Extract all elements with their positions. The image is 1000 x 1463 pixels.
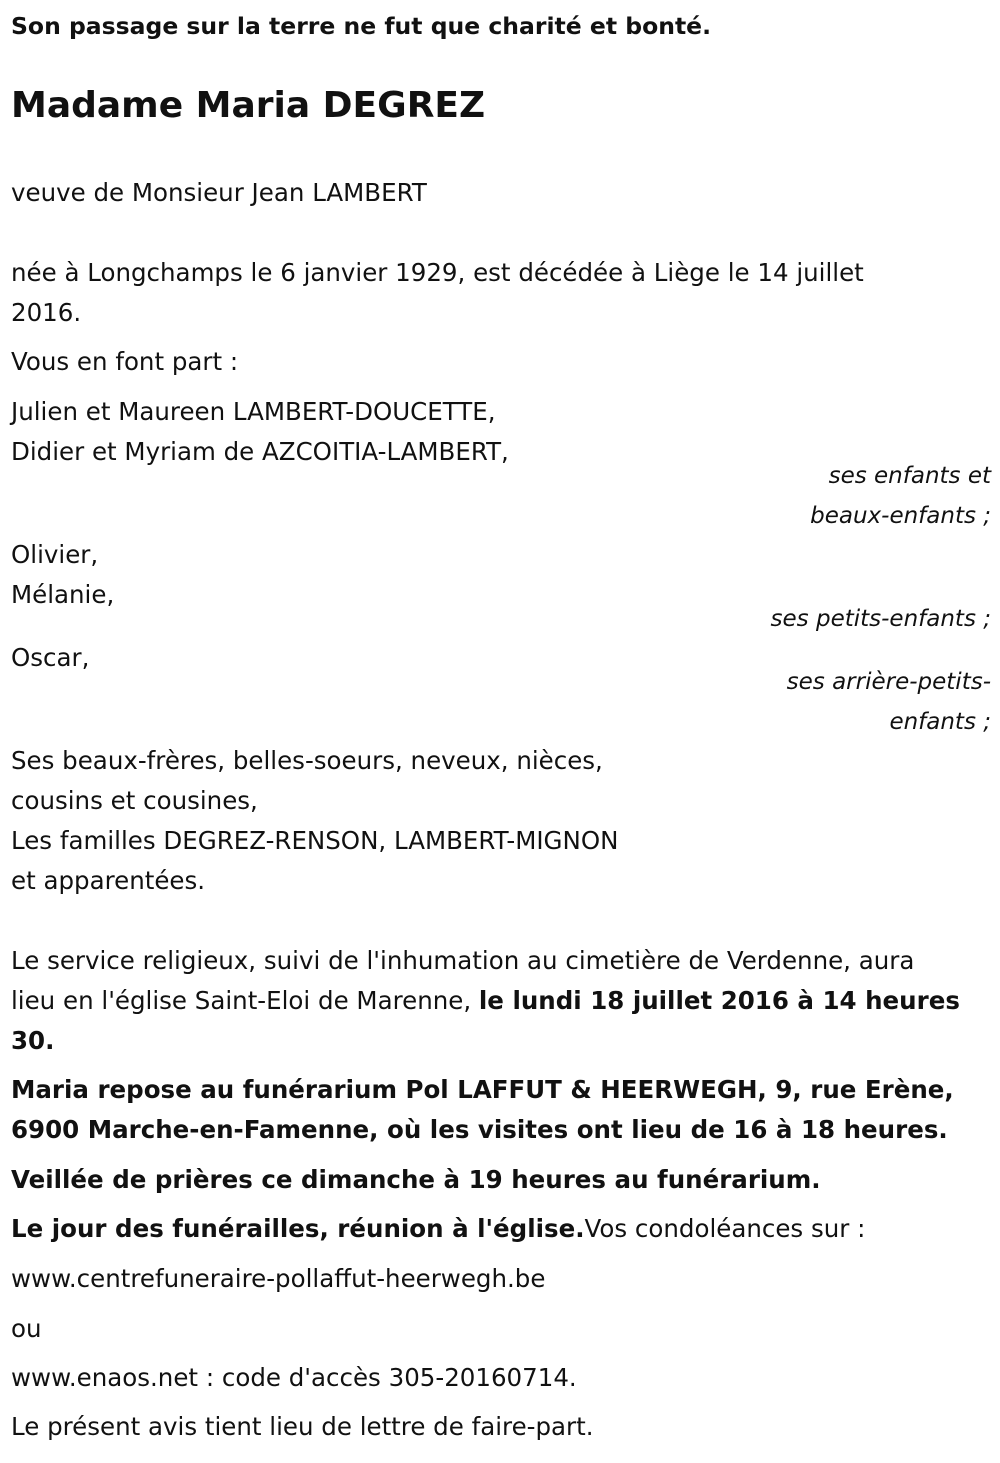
enaos-website-link[interactable]: www.enaos.net (11, 1363, 199, 1392)
funeral-day (11, 1209, 865, 1249)
deceased-name: Madame Maria DEGREZ (11, 85, 486, 126)
funerarium-line-2: 6900 Marche-en-Famenne, où les visites ont lieu de 16 à 18 heures. (11, 1115, 948, 1144)
widow-of: veuve de Monsieur Jean LAMBERT (11, 178, 427, 207)
grandchildren-relation: ses petits-enfants ; (770, 606, 991, 632)
service-location: lieu en l'église Saint-Eloi de Marenne, (11, 986, 479, 1015)
extended-family-line: Les familles DEGREZ-RENSON, LAMBERT-MIGNON (11, 826, 619, 855)
extended-family-line: cousins et cousines, (11, 786, 258, 815)
extended-family-line: et apparentées. (11, 866, 206, 895)
or-word: ou (11, 1314, 42, 1343)
funeral-day-meeting: Le jour des funérailles, réunion à l'église. (11, 1214, 585, 1243)
great-grandchildren-relation: enfants ; (889, 709, 991, 735)
great-grandchild-name: Oscar, (11, 643, 90, 672)
grandchild-name: Olivier, (11, 540, 99, 569)
service-line-2 (11, 981, 960, 1021)
grandchild-name: Mélanie, (11, 580, 115, 609)
access-code: : code d'accès 305-20160714. (198, 1363, 577, 1392)
funeral-home-website-link[interactable]: www.centrefuneraire-pollaffut-heerwegh.be (11, 1264, 546, 1293)
funerarium-line-1: Maria repose au funérarium Pol LAFFUT & HEERWEGH, 9, rue Erène, (11, 1075, 954, 1104)
condolences-intro: Vos condoléances sur : (584, 1214, 866, 1243)
extended-family-line: Ses beaux-frères, belles-soeurs, neveux, nièces, (11, 746, 603, 775)
children-name: Didier et Myriam de AZCOITIA-LAMBERT, (11, 437, 509, 466)
service-line-1: Le service religieux, suivi de l'inhumation au cimetière de Verdenne, aura (11, 946, 915, 975)
motto: Son passage sur la terre ne fut que charité et bonté. (11, 12, 712, 40)
children-relation: ses enfants et (828, 463, 991, 489)
children-name: Julien et Maureen LAMBERT-DOUCETTE, (11, 397, 496, 426)
announce-intro: Vous en font part : (11, 347, 239, 376)
website-line-1 (11, 1259, 545, 1299)
birth-death-line-2: 2016. (11, 298, 82, 327)
website-line-2 (11, 1358, 577, 1398)
great-grandchildren-relation: ses arrière-petits- (786, 669, 991, 695)
service-datetime: le lundi 18 juillet 2016 à 14 heures (478, 986, 960, 1015)
birth-death-line-1: née à Longchamps le 6 janvier 1929, est décédée à Liège le 14 juillet (11, 258, 864, 287)
closing-note: Le présent avis tient lieu de lettre de faire-part. (11, 1412, 594, 1441)
children-relation: beaux-enfants ; (810, 503, 991, 529)
vigil: Veillée de prières ce dimanche à 19 heures au funérarium. (11, 1165, 821, 1194)
service-line-3: 30. (11, 1026, 55, 1055)
